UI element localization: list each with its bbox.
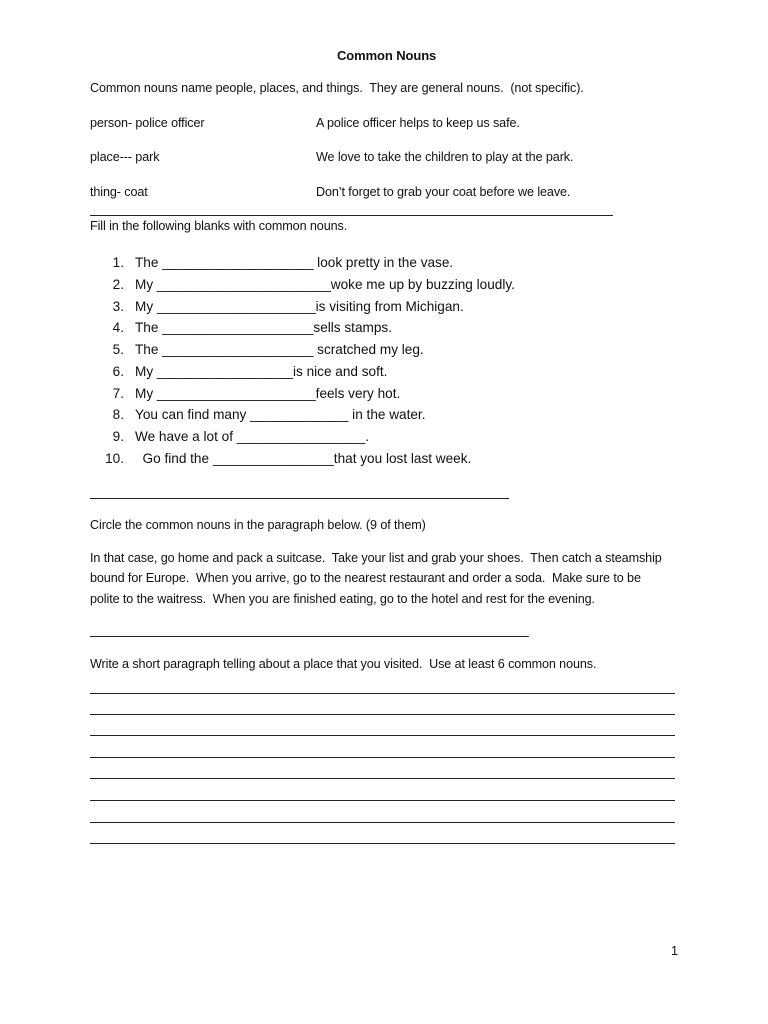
example-sentence: Don’t forget to grab your coat before we leave.: [316, 185, 571, 199]
fill-in-item: My _____________________feels very hot.: [135, 386, 401, 401]
item-number: 4.: [112, 320, 124, 335]
fill-in-item: You can find many _____________ in the water.: [135, 407, 426, 422]
example-sentence: We love to take the children to play at the park.: [316, 150, 574, 164]
item-number: 7.: [112, 386, 124, 401]
fill-in-item: Go find the ________________that you lost last week.: [135, 451, 472, 466]
fill-in-item: My _______________________woke me up by buzzing loudly.: [135, 277, 515, 292]
writing-line[interactable]: [90, 735, 675, 736]
writing-line[interactable]: [90, 714, 675, 715]
page-title: Common Nouns: [337, 48, 437, 63]
writing-line[interactable]: [90, 843, 675, 844]
fill-in-item: The ____________________sells stamps.: [135, 320, 392, 335]
item-number: 5.: [112, 342, 124, 357]
item-number: 6.: [112, 364, 124, 379]
item-number: 2.: [112, 277, 124, 292]
fill-in-item: My _____________________is visiting from Michigan.: [135, 299, 464, 314]
divider-rule: [90, 215, 613, 216]
fill-in-item: We have a lot of _________________.: [135, 429, 370, 444]
fill-in-item: The ____________________ look pretty in the vase.: [135, 255, 454, 270]
fill-in-item: My __________________is nice and soft.: [135, 364, 388, 379]
page-number: 1: [671, 944, 679, 958]
paragraph-line: In that case, go home and pack a suitcase. Take your list and grab your shoes. Then catch a steamship: [90, 551, 662, 565]
section1-instruction: Fill in the following blanks with common nouns.: [90, 219, 348, 233]
paragraph-line: polite to the waitress. When you are finished eating, go to the hotel and rest for the evening.: [90, 592, 595, 606]
writing-line[interactable]: [90, 693, 675, 694]
writing-line[interactable]: [90, 778, 675, 779]
example-label: thing- coat: [90, 185, 148, 199]
example-label: place--- park: [90, 150, 160, 164]
item-number: 8.: [112, 407, 124, 422]
writing-line[interactable]: [90, 800, 675, 801]
item-number: 10.: [105, 451, 124, 466]
item-number: 3.: [112, 299, 124, 314]
divider-rule: [90, 498, 509, 499]
writing-line[interactable]: [90, 822, 675, 823]
writing-line[interactable]: [90, 757, 675, 758]
fill-in-item: The ____________________ scratched my leg.: [135, 342, 424, 357]
item-number: 1.: [112, 255, 124, 270]
intro-text: Common nouns name people, places, and things. They are general nouns. (not specific).: [90, 81, 584, 95]
divider-rule: [90, 636, 529, 637]
item-number: 9.: [112, 429, 124, 444]
section2-instruction: Circle the common nouns in the paragraph below. (9 of them): [90, 518, 426, 532]
example-sentence: A police officer helps to keep us safe.: [316, 116, 520, 130]
section3-instruction: Write a short paragraph telling about a place that you visited. Use at least 6 common nouns.: [90, 657, 597, 671]
example-label: person- police officer: [90, 116, 205, 130]
paragraph-line: bound for Europe. When you arrive, go to the nearest restaurant and order a soda. Make sure to be: [90, 571, 641, 585]
